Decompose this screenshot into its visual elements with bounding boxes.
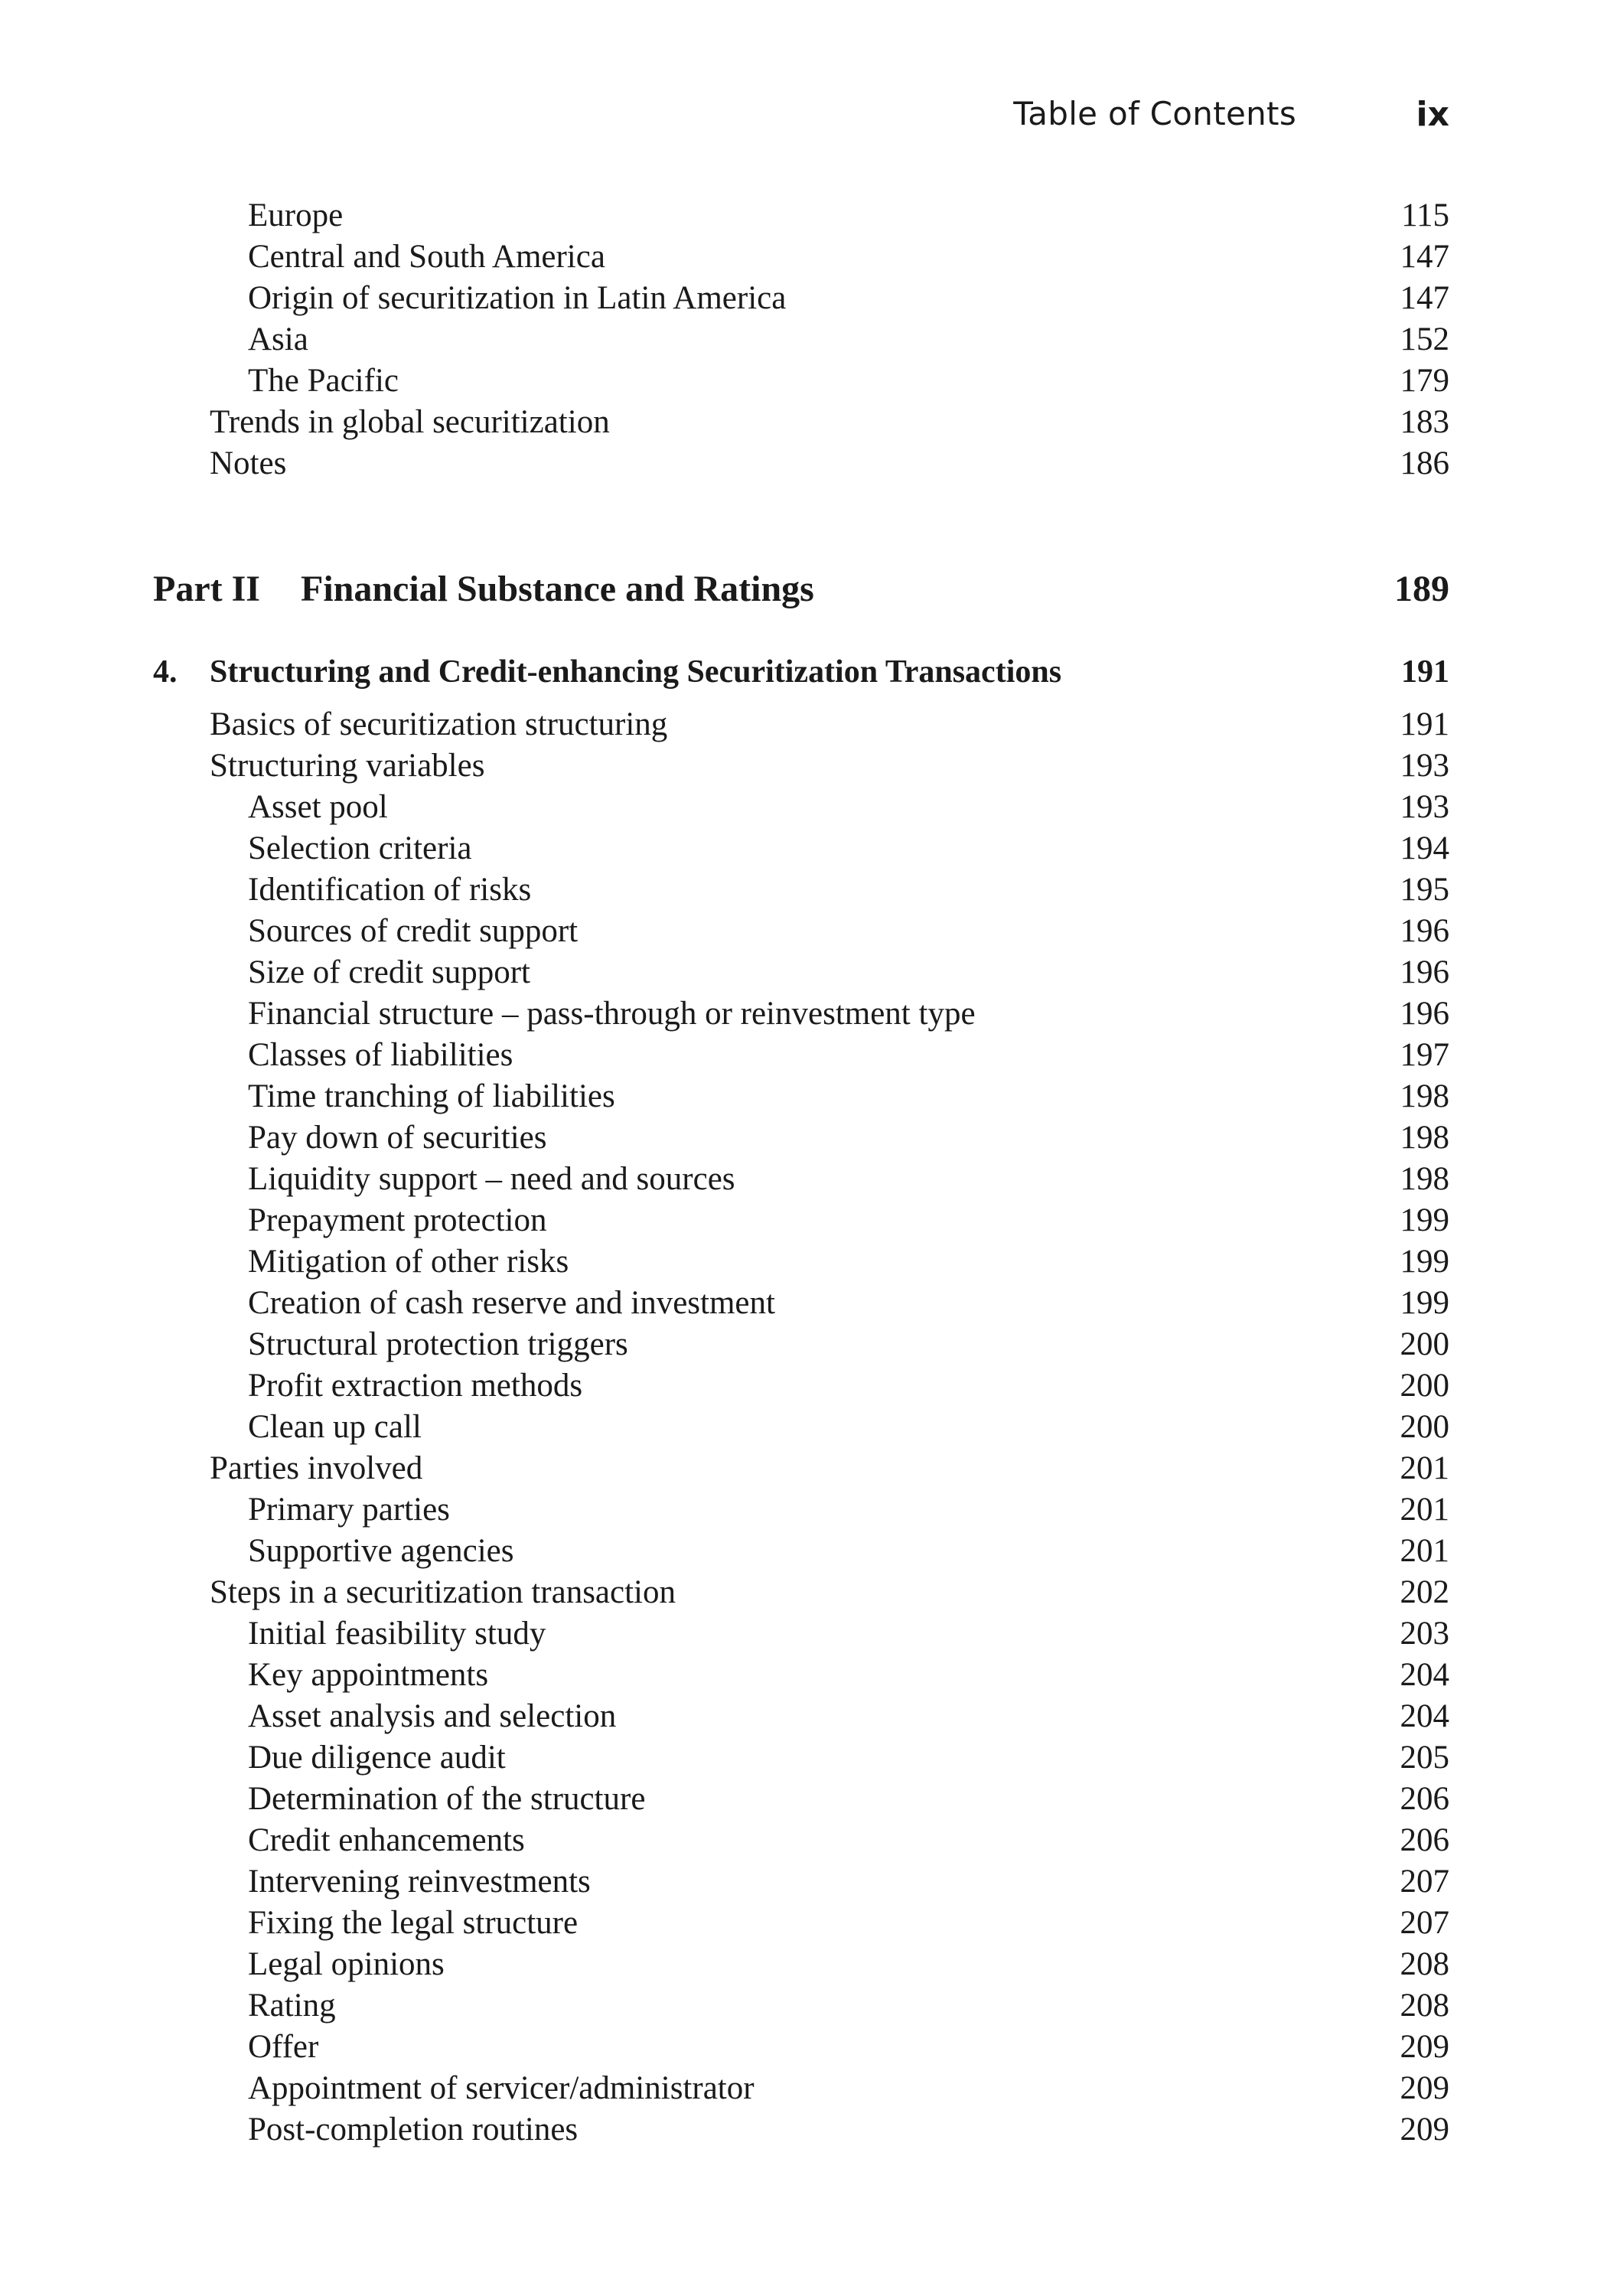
toc-entry-label: Post-completion routines xyxy=(248,2112,579,2148)
toc-entry xyxy=(248,1324,1449,1365)
toc-entry xyxy=(248,1365,1449,1407)
toc-entry-page-number: 203 xyxy=(1400,1616,1449,1652)
toc-entry-label: Asia xyxy=(248,321,308,357)
toc-entry-label: Identification of risks xyxy=(248,872,532,908)
toc-entry-page-number: 206 xyxy=(1400,1781,1449,1817)
toc-entry-label: Structuring variables xyxy=(210,748,485,784)
toc-entry-label: Prepayment protection xyxy=(248,1202,547,1238)
part-number: Part II xyxy=(153,569,260,609)
toc-entry xyxy=(248,2068,1449,2109)
toc-entry-label: Primary parties xyxy=(248,1492,450,1528)
toc-entry-label: Supportive agencies xyxy=(248,1533,514,1569)
toc-entry-page-number: 197 xyxy=(1400,1037,1449,1073)
toc-entry-page-number: 198 xyxy=(1400,1120,1449,1156)
toc-entry xyxy=(248,1283,1449,1324)
toc-entry-page-number: 207 xyxy=(1400,1905,1449,1941)
toc-entry-page-number: 193 xyxy=(1400,789,1449,825)
toc-entry-page-number: 193 xyxy=(1400,748,1449,784)
toc-entry-page-number: 186 xyxy=(1400,445,1449,481)
toc-entry-label: Europe xyxy=(248,197,344,233)
toc-entry xyxy=(248,1241,1449,1283)
toc-entry xyxy=(248,1737,1449,1779)
toc-entry-label: Pay down of securities xyxy=(248,1120,547,1156)
toc-entry-label: Rating xyxy=(248,1988,336,2024)
toc-entry-page-number: 200 xyxy=(1400,1326,1449,1362)
chapter-title: Structuring and Credit-enhancing Securitization Transactions xyxy=(210,654,1062,690)
toc-entry-page-number: 199 xyxy=(1400,1244,1449,1280)
toc-entry-page-number: 179 xyxy=(1400,363,1449,399)
toc-entry-page-number: 199 xyxy=(1400,1285,1449,1321)
toc-entry-page-number: 152 xyxy=(1400,321,1449,357)
toc-entry-label: Selection criteria xyxy=(248,830,472,866)
toc-entry xyxy=(248,1200,1449,1241)
running-head-page-number: ix xyxy=(1416,95,1449,134)
toc-entry-label: The Pacific xyxy=(248,363,399,399)
toc-entry xyxy=(210,443,1449,484)
toc-entry-page-number: 207 xyxy=(1400,1864,1449,1900)
toc-entry xyxy=(248,952,1449,993)
toc-entry-page-number: 196 xyxy=(1400,996,1449,1032)
toc-entry xyxy=(248,1035,1449,1076)
toc-entry-page-number: 200 xyxy=(1400,1368,1449,1404)
toc-entry xyxy=(248,911,1449,952)
chapter-heading xyxy=(153,651,1449,693)
toc-entry-page-number: 199 xyxy=(1400,1202,1449,1238)
toc-entry-page-number: 196 xyxy=(1400,954,1449,990)
toc-entry xyxy=(248,1861,1449,1903)
toc-entry-label: Intervening reinvestments xyxy=(248,1864,591,1900)
toc-entry xyxy=(210,1448,1449,1489)
toc-entry xyxy=(248,1076,1449,1117)
toc-entry xyxy=(248,1531,1449,1572)
toc-entry-page-number: 202 xyxy=(1400,1574,1449,1610)
chapter-number: 4. xyxy=(153,654,178,690)
toc-entry xyxy=(248,1489,1449,1531)
toc-entry-label: Profit extraction methods xyxy=(248,1368,583,1404)
toc-entry xyxy=(248,2027,1449,2068)
toc-entry-page-number: 198 xyxy=(1400,1078,1449,1114)
toc-entry-page-number: 195 xyxy=(1400,872,1449,908)
toc-entry-label: Notes xyxy=(210,445,287,481)
toc-entry-label: Central and South America xyxy=(248,239,605,275)
toc-entry-label: Legal opinions xyxy=(248,1946,445,1982)
toc-entry-page-number: 183 xyxy=(1400,404,1449,440)
toc-entry-page-number: 191 xyxy=(1400,706,1449,742)
toc-entry-page-number: 198 xyxy=(1400,1161,1449,1197)
toc-entry-page-number: 201 xyxy=(1400,1492,1449,1528)
toc-entry-label: Time tranching of liabilities xyxy=(248,1078,615,1114)
toc-entry-label: Origin of securitization in Latin America xyxy=(248,280,787,316)
toc-entry-page-number: 196 xyxy=(1400,913,1449,949)
toc-entry-label: Financial structure – pass-through or reinvestment type xyxy=(248,996,976,1032)
toc-entry-label: Appointment of servicer/administrator xyxy=(248,2070,755,2106)
running-head-title: Table of Contents xyxy=(1013,95,1296,132)
toc-entry xyxy=(210,704,1449,745)
toc-entry-label: Credit enhancements xyxy=(248,1822,525,1858)
toc-entry xyxy=(248,1613,1449,1655)
toc-entry-page-number: 147 xyxy=(1400,239,1449,275)
toc-entry xyxy=(248,1159,1449,1200)
toc-entry-page-number: 205 xyxy=(1400,1740,1449,1776)
toc-entry xyxy=(210,1572,1449,1613)
toc-entry xyxy=(248,869,1449,911)
toc-entry xyxy=(248,1117,1449,1159)
toc-entry-page-number: 209 xyxy=(1400,2112,1449,2148)
toc-entry-page-number: 206 xyxy=(1400,1822,1449,1858)
toc-entry-label: Structural protection triggers xyxy=(248,1326,628,1362)
toc-entry xyxy=(210,402,1449,443)
toc-entry xyxy=(248,787,1449,828)
toc-entry xyxy=(248,1985,1449,2027)
toc-entry-label: Clean up call xyxy=(248,1409,422,1445)
toc-entry-page-number: 194 xyxy=(1400,830,1449,866)
toc-entry xyxy=(210,745,1449,787)
toc-entry xyxy=(248,360,1449,402)
toc-entry xyxy=(248,1407,1449,1448)
toc-entry xyxy=(248,1820,1449,1861)
toc-entry-label: Fixing the legal structure xyxy=(248,1905,579,1941)
part-heading xyxy=(153,565,1449,614)
toc-entry xyxy=(248,828,1449,869)
toc-entry xyxy=(248,1779,1449,1820)
toc-entry xyxy=(248,278,1449,319)
running-head xyxy=(995,95,1449,141)
toc-entry-label: Steps in a securitization transaction xyxy=(210,1574,676,1610)
toc-entry-label: Determination of the structure xyxy=(248,1781,646,1817)
toc-entry-label: Key appointments xyxy=(248,1657,489,1693)
toc-entry-page-number: 201 xyxy=(1400,1450,1449,1486)
toc-entry-label: Sources of credit support xyxy=(248,913,579,949)
toc-entry-page-number: 200 xyxy=(1400,1409,1449,1445)
toc-entry-label: Classes of liabilities xyxy=(248,1037,513,1073)
toc-entry-label: Asset analysis and selection xyxy=(248,1698,617,1734)
chapter-page-number: 191 xyxy=(1401,654,1449,690)
toc-entry-page-number: 208 xyxy=(1400,1946,1449,1982)
toc-entry-page-number: 209 xyxy=(1400,2070,1449,2106)
toc-entry xyxy=(248,319,1449,360)
toc-entry xyxy=(248,2109,1449,2151)
toc-entry-label: Initial feasibility study xyxy=(248,1616,546,1652)
part-page-number: 189 xyxy=(1394,569,1449,609)
toc-entry xyxy=(248,1903,1449,1944)
toc-entry-label: Due diligence audit xyxy=(248,1740,506,1776)
toc-entry-page-number: 209 xyxy=(1400,2029,1449,2065)
toc-entry-page-number: 208 xyxy=(1400,1988,1449,2024)
toc-entry-label: Basics of securitization structuring xyxy=(210,706,668,742)
toc-entry-label: Size of credit support xyxy=(248,954,530,990)
toc-entry-page-number: 204 xyxy=(1400,1657,1449,1693)
toc-entry-label: Mitigation of other risks xyxy=(248,1244,569,1280)
toc-entry xyxy=(248,195,1449,236)
toc-entry-label: Asset pool xyxy=(248,789,388,825)
toc-entry xyxy=(248,1944,1449,1985)
toc-entry-label: Offer xyxy=(248,2029,319,2065)
part-title: Financial Substance and Ratings xyxy=(301,569,814,609)
toc-entry-page-number: 147 xyxy=(1400,280,1449,316)
toc-entry-label: Creation of cash reserve and investment xyxy=(248,1285,775,1321)
toc-entry xyxy=(248,1655,1449,1696)
toc-entry-label: Parties involved xyxy=(210,1450,423,1486)
toc-entry-page-number: 115 xyxy=(1401,197,1449,233)
toc-entry-label: Trends in global securitization xyxy=(210,404,610,440)
toc-entry-page-number: 201 xyxy=(1400,1533,1449,1569)
toc-entry xyxy=(248,1696,1449,1737)
toc-entry-label: Liquidity support – need and sources xyxy=(248,1161,735,1197)
toc-entry xyxy=(248,993,1449,1035)
toc-entry-page-number: 204 xyxy=(1400,1698,1449,1734)
toc-entry xyxy=(248,236,1449,278)
